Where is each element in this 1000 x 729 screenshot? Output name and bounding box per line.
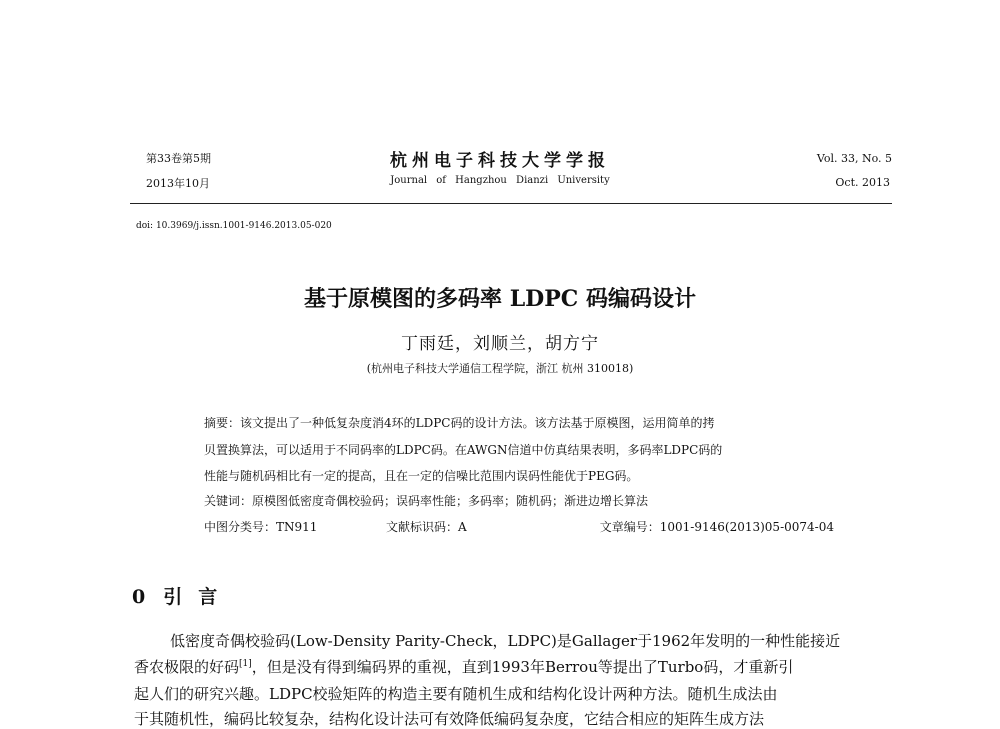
- abstract-line: 摘要：该文提出了一种低复杂度消4环的LDPC码的设计方法。该方法基于原模图，运用简单的拷: [204, 416, 715, 430]
- volume-number: Vol. 33, No. 5: [816, 152, 892, 165]
- body-text-line: 低密度奇偶校验码(Low-Density Parity-Check，LDPC)是Gallager于1962年发明的一种性能接近: [170, 632, 841, 650]
- issue-number: 第33卷第5期: [146, 152, 211, 165]
- article-number: 文章编号：1001-9146(2013)05-0074-04: [599, 520, 834, 534]
- article-authors: 丁雨廷，刘顺兰，胡方宁: [401, 334, 599, 354]
- section-heading: [132, 582, 233, 609]
- body-text-line: [134, 656, 793, 677]
- article-title: 基于原模图的多码率 LDPC 码编码设计: [304, 286, 696, 312]
- document-code: 文献标识码：A: [386, 520, 467, 534]
- author-affiliation: (杭州电子科技大学通信工程学院，浙江 杭州 310018): [366, 362, 634, 375]
- body-text-line: 起人们的研究兴趣。LDPC校验矩阵的构造主要有随机生成和结构化设计两种方法。随机生成法由: [134, 685, 778, 703]
- header-rule: [130, 203, 892, 204]
- doi[interactable]: doi: 10.3969/j.issn.1001-9146.2013.05-020: [136, 221, 332, 231]
- section-title: 引言: [163, 586, 234, 608]
- keywords: 关键词：原模图低密度奇偶校验码；误码率性能；多码率；随机码；渐进边增长算法: [204, 494, 649, 508]
- volume-month: Oct. 2013: [835, 176, 890, 189]
- body-text-line: 于其随机性，编码比较复杂，结构化设计法可有效降低编码复杂度，它结合相应的矩阵生成方法: [134, 710, 765, 728]
- journal-title-en: Journal of Hangzhou Dianzi University: [390, 175, 610, 186]
- body-text-segment: ，但是没有得到编码界的重视，直到1993年Berrou等提出了Turbo码，才重新引: [251, 658, 794, 676]
- section-number: 0: [132, 586, 146, 608]
- citation-ref[interactable]: [1]: [239, 659, 252, 669]
- issue-date: 2013年10月: [146, 177, 210, 190]
- journal-title-cn: 杭州电子科技大学学报: [390, 151, 610, 171]
- abstract-line: 贝置换算法，可以适用于不同码率的LDPC码。在AWGN信道中仿真结果表明，多码率LDPC码的: [204, 443, 723, 457]
- abstract-line: 性能与随机码相比有一定的提高，且在一定的信噪比范围内误码性能优于PEG码。: [204, 469, 639, 483]
- classification-number: 中图分类号：TN911: [204, 520, 318, 534]
- body-text-segment: 香农极限的好码: [134, 658, 240, 676]
